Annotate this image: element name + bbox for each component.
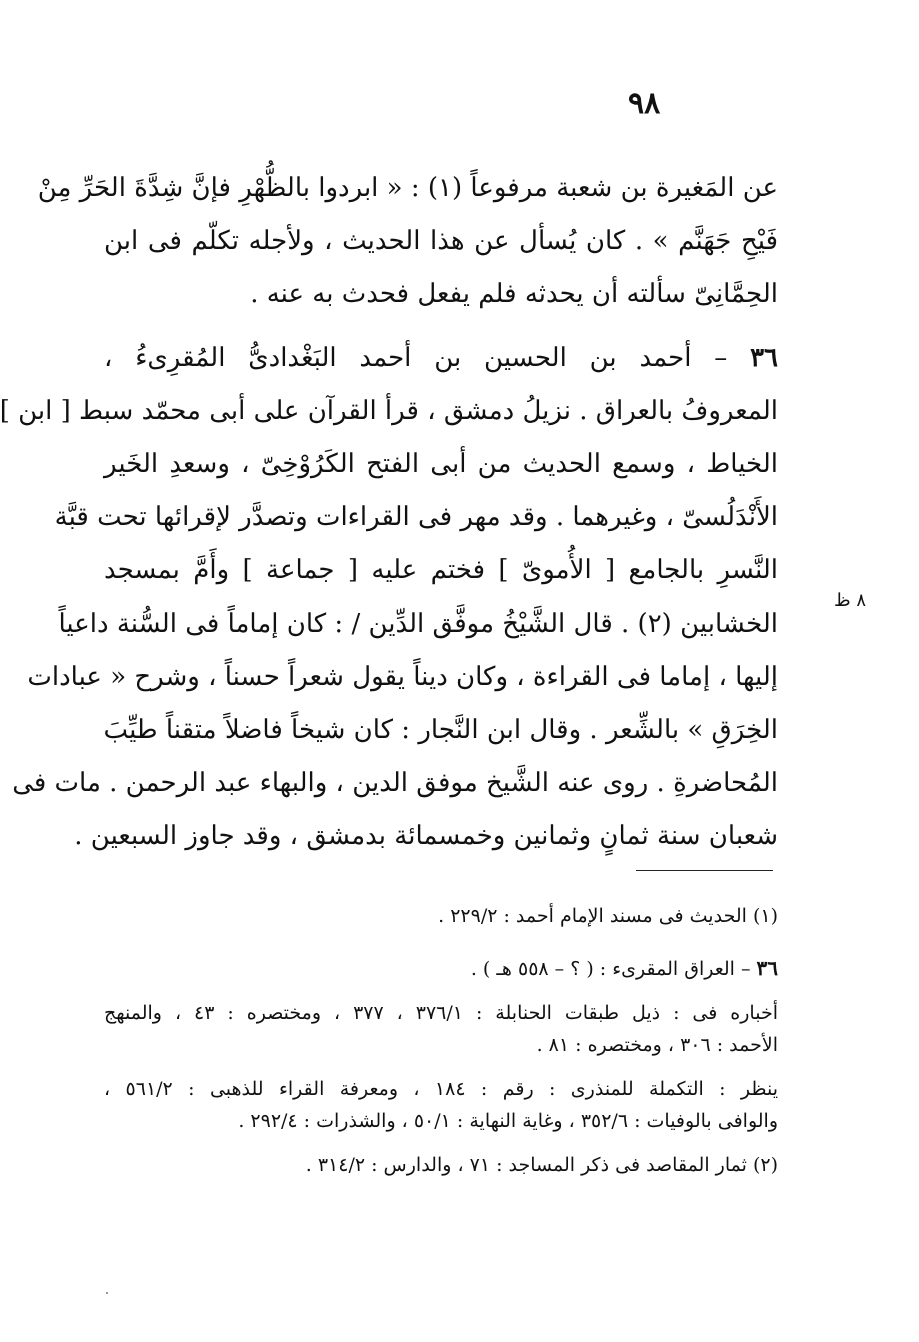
footnote-separator (636, 870, 773, 871)
text-line: النَّسرِ بالجامع [ الأُموىّ ] فختم عليه [ جماعة ] وأَمَّ بمسجد (104, 555, 778, 586)
text-line: عن المَغيرة بن شعبة مرفوعاً (١) : « ابردوا بالظُّهْرِ فإنَّ شِدَّةَ الحَرِّ مِنْ (37, 173, 778, 203)
text-line: الحِمَّانِىّ سألته أن يحدثه فلم يفعل فحدث به عنه . (250, 279, 778, 310)
footnote-entry-title: ٣٦ – العراق المقرىء : ( ؟ – ٥٥٨ هـ ) . (470, 956, 778, 980)
text-line: فَيْحِ جَهَنَّم » . كان يُسأل عن هذا الحديث ، ولأجله تكلّم فى ابن (104, 226, 778, 257)
footnote-line: أخباره فى : ذيل طبقات الحنابلة : ٣٧٦/١ ، ٣٧٧ ، ومختصره : ٤٣ ، والمنهج (104, 1002, 778, 1024)
footnote-entry-number: ٣٦ (756, 956, 778, 980)
text-line: الخشابين (٢) . قال الشَّيْخُ موفَّق الدِّين / : كان إماماً فى السُّنة داعياً (58, 608, 778, 639)
footnote-line: الأحمد : ٣٠٦ ، ومختصره : ٨١ . (536, 1034, 778, 1056)
text-line: إليها ، إماما فى القراءة ، وكان ديناً يقول شعراً حسناً ، وشرح « عبادات (27, 661, 778, 692)
entry-name: – أحمد بن الحسين بن أحمد البَغْدادىُّ المُقرِىءُ ، (104, 342, 751, 373)
text-line: الأَنْدَلُسىّ ، وغيرهما . وقد مهر فى القراءات وتصدَّر لإقرائها تحت قبَّة (54, 502, 778, 533)
main-text (0, 162, 778, 863)
text-line: المعروفُ بالعراق . نزيلُ دمشق ، قرأ القرآن على أبى محمّد سبط [ ابن ] (0, 395, 778, 426)
entry-heading-line (104, 332, 778, 385)
footnotes (104, 900, 778, 1181)
text-line: شعبان سنة ثمانٍ وثمانين وخمسمائة بدمشق ، وقد جاوز السبعين . (74, 821, 778, 852)
footnote-1: (١) الحديث فى مسند الإمام أحمد : ٢٢٩/٢ . (438, 905, 778, 927)
text-line: المُحاضرةِ . روى عنه الشَّيخ موفق الدين ، والبهاء عبد الرحمن . مات فى (12, 768, 778, 799)
text-line: الخياط ، وسمع الحديث من أبى الفتح الكَرُوْخِىّ ، وسعدِ الخَير (104, 448, 778, 479)
entry-number: ٣٦ (750, 342, 778, 373)
footnote-line: ينظر : التكملة للمنذرى : رقم : ١٨٤ ، ومعرفة القراء للذهبى : ٥٦١/٢ ، (104, 1078, 779, 1100)
footnote-2: (٢) ثمار المقاصد فى ذكر المساجد : ٧١ ، والدارس : ٣١٤/٢ . (305, 1154, 778, 1176)
footnote-line: والوافى بالوفيات : ٣٥٢/٦ ، وغاية النهاية : ٥٠/١ ، والشذرات : ٢٩٢/٤ . (238, 1110, 778, 1132)
scan-speck (106, 1292, 108, 1294)
page-number: ٩٨ (628, 86, 661, 121)
text-line: الخِرَقِ » بالشِّعر . وقال ابن النَّجار : كان شيخاً فاضلاً متقناً طيِّبَ (103, 714, 778, 745)
manuscript-folio-note: ٨ ظ (833, 590, 866, 611)
